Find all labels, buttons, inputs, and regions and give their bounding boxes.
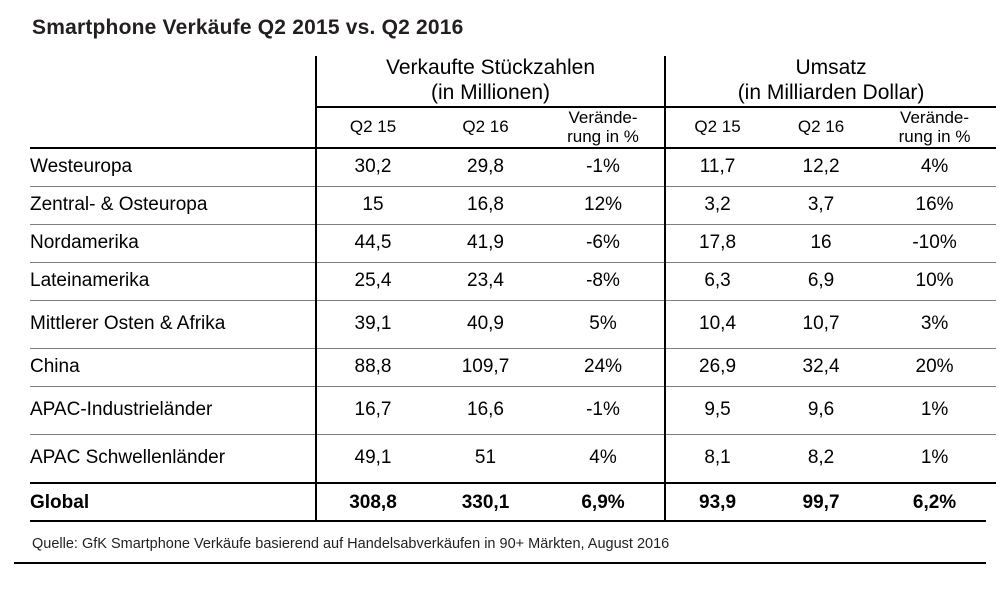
total-units-q216: 330,1 — [429, 483, 542, 522]
cell-revenue-q216: 10,7 — [769, 300, 873, 348]
header-revenue-q215: Q2 15 — [665, 107, 769, 148]
cell-revenue-change: -10% — [873, 224, 996, 262]
cell-revenue-q216: 6,9 — [769, 262, 873, 300]
row-region-label: Mittlerer Osten & Afrika — [30, 300, 316, 348]
table-row — [30, 262, 996, 300]
row-region-label: Zentral- & Osteuropa — [30, 186, 316, 224]
table-body — [30, 149, 996, 522]
cell-revenue-q215: 10,4 — [665, 300, 769, 348]
total-units-change: 6,9% — [542, 483, 665, 522]
table-row — [30, 434, 996, 483]
header-revenue-change-line2: rung in % — [898, 127, 971, 147]
header-units-q215: Q2 15 — [316, 107, 429, 148]
header-group-units — [316, 56, 665, 107]
cell-units-change: 4% — [542, 434, 665, 483]
row-region-label: APAC-Industrieländer — [30, 386, 316, 434]
table-row — [30, 300, 996, 348]
cell-revenue-change: 20% — [873, 348, 996, 386]
header-corner-cell — [30, 56, 316, 107]
table-row — [30, 386, 996, 434]
table-row — [30, 149, 996, 187]
cell-units-change: -6% — [542, 224, 665, 262]
total-region-label: Global — [30, 483, 316, 522]
cell-units-q215: 39,1 — [316, 300, 429, 348]
cell-units-q216: 23,4 — [429, 262, 542, 300]
table-row — [30, 186, 996, 224]
table-header — [30, 56, 996, 149]
cell-revenue-q216: 3,7 — [769, 186, 873, 224]
header-group-revenue — [665, 56, 996, 107]
table-wrapper — [30, 56, 986, 522]
cell-units-change: -1% — [542, 386, 665, 434]
table-row — [30, 224, 996, 262]
cell-revenue-change: 3% — [873, 300, 996, 348]
cell-units-change: -8% — [542, 262, 665, 300]
cell-units-q215: 44,5 — [316, 224, 429, 262]
row-region-label: Lateinamerika — [30, 262, 316, 300]
row-region-label: Westeuropa — [30, 149, 316, 187]
cell-revenue-q216: 16 — [769, 224, 873, 262]
cell-revenue-q215: 11,7 — [665, 149, 769, 187]
header-units-change — [542, 107, 665, 148]
cell-revenue-q215: 8,1 — [665, 434, 769, 483]
cell-units-q215: 30,2 — [316, 149, 429, 187]
cell-revenue-q216: 8,2 — [769, 434, 873, 483]
cell-units-change: 24% — [542, 348, 665, 386]
cell-units-q215: 16,7 — [316, 386, 429, 434]
cell-revenue-q215: 6,3 — [665, 262, 769, 300]
total-revenue-q215: 93,9 — [665, 483, 769, 522]
row-region-label: Nordamerika — [30, 224, 316, 262]
footer-divider — [14, 562, 986, 564]
cell-units-q215: 88,8 — [316, 348, 429, 386]
cell-revenue-q215: 26,9 — [665, 348, 769, 386]
cell-revenue-q215: 9,5 — [665, 386, 769, 434]
cell-revenue-change: 16% — [873, 186, 996, 224]
row-region-label: China — [30, 348, 316, 386]
header-group-units-line1: Verkaufte Stückzahlen — [386, 56, 595, 79]
header-units-q216: Q2 16 — [462, 117, 509, 137]
cell-revenue-q216: 9,6 — [769, 386, 873, 434]
cell-revenue-q215: 3,2 — [665, 186, 769, 224]
header-group-units-line2: (in Millionen) — [430, 80, 551, 104]
total-revenue-change: 6,2% — [873, 483, 996, 522]
header-sub-corner-cell — [30, 107, 316, 148]
header-group-row — [30, 56, 996, 107]
cell-units-q216: 40,9 — [429, 300, 542, 348]
row-region-label: APAC Schwellenländer — [30, 434, 316, 483]
cell-revenue-q216: 12,2 — [769, 149, 873, 187]
header-sub-row — [30, 107, 996, 148]
cell-revenue-q216: 32,4 — [769, 348, 873, 386]
header-revenue-change — [873, 107, 996, 148]
header-group-revenue-line2: (in Milliarden Dollar) — [737, 80, 925, 104]
source-note: Quelle: GfK Smartphone Verkäufe basierend auf Handelsabverkäufen in 90+ Märkten, August 2016 — [32, 535, 670, 552]
cell-revenue-change: 1% — [873, 386, 996, 434]
cell-units-change: -1% — [542, 149, 665, 187]
cell-units-change: 5% — [542, 300, 665, 348]
header-group-revenue-line1: Umsatz — [795, 56, 867, 79]
header-revenue-q216: Q2 16 — [797, 117, 845, 137]
cell-revenue-change: 10% — [873, 262, 996, 300]
cell-units-q215: 25,4 — [316, 262, 429, 300]
page-title: Smartphone Verkäufe Q2 2015 vs. Q2 2016 — [32, 16, 464, 39]
cell-revenue-change: 4% — [873, 149, 996, 187]
table-total-row — [30, 483, 996, 522]
header-revenue-change-line1: Verände- — [900, 107, 970, 127]
cell-units-q216: 109,7 — [429, 348, 542, 386]
cell-units-q216: 29,8 — [429, 149, 542, 187]
cell-units-q215: 49,1 — [316, 434, 429, 483]
header-units-change-line1: Verände- — [568, 107, 638, 127]
cell-units-q216: 16,8 — [429, 186, 542, 224]
cell-revenue-change: 1% — [873, 434, 996, 483]
cell-units-q216: 41,9 — [429, 224, 542, 262]
cell-revenue-q215: 17,8 — [665, 224, 769, 262]
table-row — [30, 348, 996, 386]
cell-units-q215: 15 — [316, 186, 429, 224]
total-units-q215: 308,8 — [316, 483, 429, 522]
cell-units-q216: 51 — [429, 434, 542, 483]
cell-units-change: 12% — [542, 186, 665, 224]
cell-units-q216: 16,6 — [429, 386, 542, 434]
header-units-change-line2: rung in % — [567, 127, 639, 147]
smartphone-sales-table — [30, 56, 996, 522]
total-revenue-q216: 99,7 — [769, 483, 873, 522]
